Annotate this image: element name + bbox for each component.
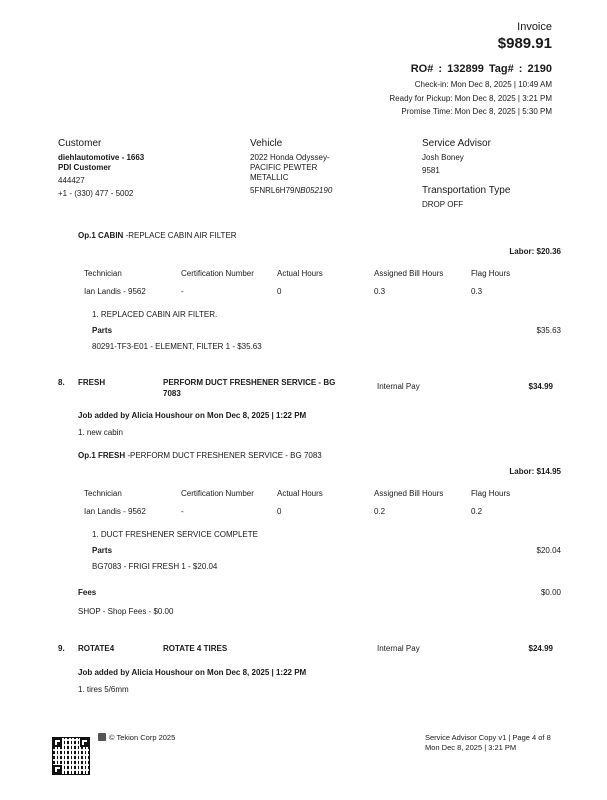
- vin-suffix: NB052190: [294, 186, 333, 195]
- job9-title: ROTATE 4 TIRES: [163, 644, 228, 653]
- job8-assigned-hours: 0.2: [374, 507, 386, 516]
- job7-assigned-hours: 0.3: [374, 287, 386, 296]
- invoice-total: $989.91: [497, 35, 552, 52]
- footer-copy-info: Service Advisor Copy v1 | Page 4 of 8: [425, 733, 551, 742]
- job7-labor: Labor: $20.36: [509, 247, 561, 256]
- col-assigned-hours: Assigned Bill Hours: [374, 269, 444, 278]
- promise-time: Promise Time: Mon Dec 8, 2025 | 5:30 PM: [401, 107, 552, 116]
- job8-title-line2: 7083: [163, 389, 181, 398]
- vehicle-color-line2: METALLIC: [250, 173, 289, 182]
- transportation-value: DROP OFF: [422, 200, 464, 209]
- customer-type: PDI Customer: [58, 163, 111, 172]
- qr-code-icon: [53, 738, 89, 774]
- job9-comment: 1. tires 5/6mm: [78, 685, 129, 694]
- job8-operation: [78, 451, 322, 460]
- job8-comment: 1. new cabin: [78, 428, 123, 437]
- vehicle-heading: Vehicle: [250, 138, 283, 149]
- job9-amount: $24.99: [528, 644, 553, 653]
- job8-fees-total: $0.00: [540, 588, 561, 597]
- job8-title-line1: PERFORM DUCT FRESHENER SERVICE - BG: [163, 378, 336, 387]
- job7-certification: -: [181, 287, 184, 296]
- job8-added-by: Job added by Alicia Houshour on Mon Dec 8, 2025 | 1:22 PM: [78, 411, 307, 420]
- tekion-logo-icon: [98, 733, 106, 741]
- customer-heading: Customer: [58, 138, 102, 149]
- check-in-time: Check-in: Mon Dec 8, 2025 | 10:49 AM: [414, 80, 552, 89]
- job8-flag-hours: 0.2: [471, 507, 483, 516]
- ro-tag-line: RO# : 132899 Tag# : 2190: [410, 63, 552, 75]
- job8-parts-total: $20.04: [536, 546, 561, 555]
- customer-phone: +1 - (330) 477 - 5002: [58, 189, 134, 198]
- job7-parts-label: Parts: [92, 326, 113, 335]
- job8-labor: Labor: $14.95: [509, 467, 561, 476]
- vin-prefix: 5FNRL6H79: [250, 186, 295, 195]
- vehicle-color-line1: PACIFIC PEWTER: [250, 163, 318, 172]
- job8-certification: -: [181, 507, 184, 516]
- job7-part-line: 80291-TF3-E01 - ELEMENT, FILTER 1 - $35.63: [92, 342, 262, 351]
- ready-for-pickup-time: Ready for Pickup: Mon Dec 8, 2025 | 3:21 PM: [389, 94, 552, 103]
- col-flag-hours: Flag Hours: [471, 489, 511, 498]
- job8-tech-note: 1. DUCT FRESHENER SERVICE COMPLETE: [92, 530, 258, 539]
- job9-pay-type: Internal Pay: [377, 644, 420, 653]
- vehicle-model: 2022 Honda Odyssey-: [250, 153, 330, 162]
- customer-id: 444427: [58, 176, 85, 185]
- advisor-number: 9581: [422, 166, 440, 175]
- job8-actual-hours: 0: [277, 507, 282, 516]
- op-desc: -REPLACE CABIN AIR FILTER: [123, 231, 237, 240]
- op-label: Op.1 FRESH: [78, 451, 126, 460]
- advisor-name: Josh Boney: [422, 153, 464, 162]
- job8-number: 8.: [58, 378, 65, 387]
- job9-added-by: Job added by Alicia Houshour on Mon Dec 8, 2025 | 1:22 PM: [78, 668, 307, 677]
- job8-fee-line: SHOP - Shop Fees - $0.00: [78, 607, 174, 616]
- footer-copyright: © Tekion Corp 2025: [109, 733, 176, 742]
- col-technician: Technician: [84, 489, 122, 498]
- col-certification: Certification Number: [181, 489, 254, 498]
- col-technician: Technician: [84, 269, 122, 278]
- job7-flag-hours: 0.3: [471, 287, 483, 296]
- advisor-heading: Service Advisor: [422, 138, 491, 149]
- job8-fees-label: Fees: [78, 588, 97, 597]
- customer-name: diehlautomotive - 1663: [58, 153, 145, 162]
- job8-technician: Ian Landis - 9562: [84, 507, 146, 516]
- job8-parts-label: Parts: [92, 546, 113, 555]
- job9-number: 9.: [58, 644, 65, 653]
- job7-operation: [78, 231, 237, 240]
- col-assigned-hours: Assigned Bill Hours: [374, 489, 444, 498]
- job8-pay-type: Internal Pay: [377, 382, 420, 391]
- job7-parts-total: $35.63: [536, 326, 561, 335]
- job7-tech-note: 1. REPLACED CABIN AIR FILTER.: [92, 310, 218, 319]
- op-desc: -PERFORM DUCT FRESHENER SERVICE - BG 7083: [125, 451, 322, 460]
- col-certification: Certification Number: [181, 269, 254, 278]
- job8-code: FRESH: [78, 378, 106, 387]
- col-actual-hours: Actual Hours: [277, 269, 323, 278]
- col-flag-hours: Flag Hours: [471, 269, 511, 278]
- job9-code: ROTATE4: [78, 644, 115, 653]
- job8-amount: $34.99: [528, 382, 553, 391]
- job7-actual-hours: 0: [277, 287, 282, 296]
- col-actual-hours: Actual Hours: [277, 489, 323, 498]
- footer-printed-time: Mon Dec 8, 2025 | 3:21 PM: [425, 743, 517, 752]
- vehicle-vin: [250, 186, 332, 195]
- document-type: Invoice: [517, 21, 552, 33]
- job7-technician: Ian Landis - 9562: [84, 287, 146, 296]
- transportation-heading: Transportation Type: [422, 185, 511, 196]
- job8-part-line: BG7083 - FRIGI FRESH 1 - $20.04: [92, 562, 218, 571]
- op-label: Op.1 CABIN: [78, 231, 124, 240]
